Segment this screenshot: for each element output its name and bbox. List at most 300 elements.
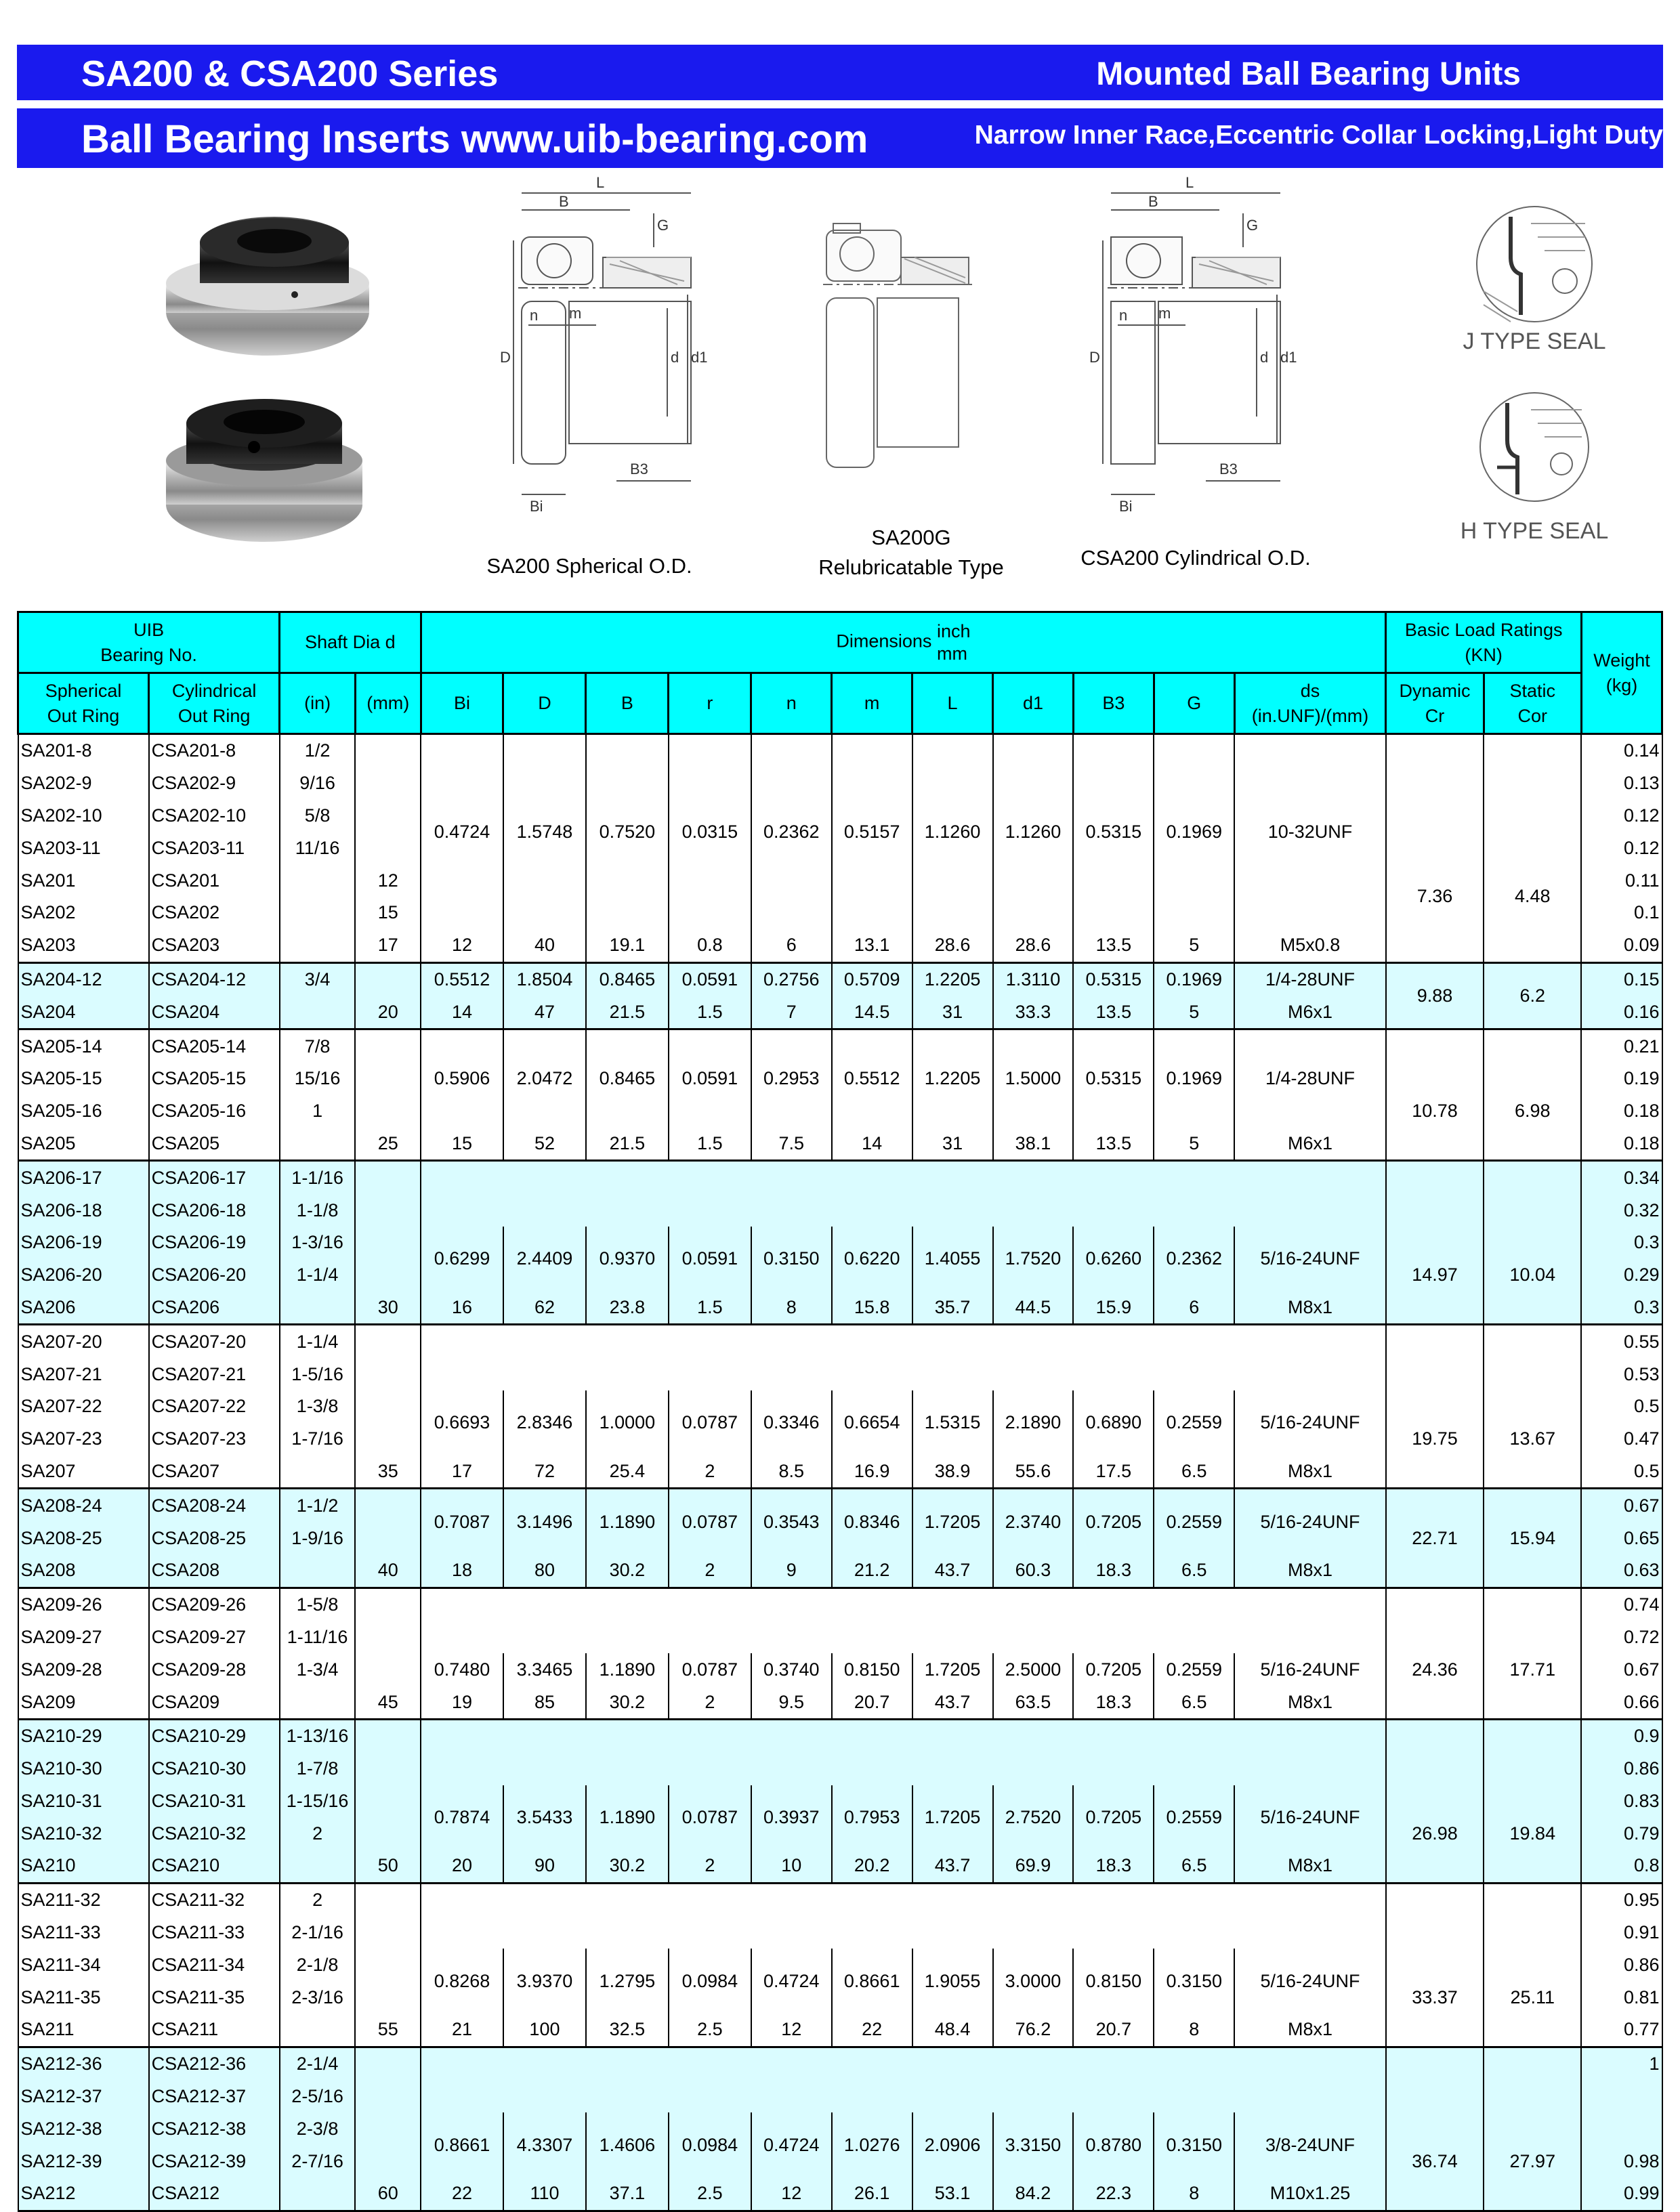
- dim-bi: 0.8661: [421, 2112, 503, 2177]
- dim-B: 1.1890: [586, 1785, 669, 1850]
- dim-ds: M8x1: [1234, 1686, 1386, 1719]
- shaft-dia-in: 2-1/16: [280, 1917, 356, 1949]
- weight-kg: 0.8: [1581, 1850, 1662, 1883]
- dim-G: 0.1969: [1154, 962, 1234, 996]
- shaft-dia-mm: 12: [355, 864, 421, 897]
- shaft-dia-in: 1-9/16: [280, 1522, 356, 1554]
- shaft-dia-mm: [355, 1981, 421, 2014]
- shaft-dia-mm: [355, 1949, 421, 1981]
- spherical-part-number: SA211: [18, 2014, 149, 2047]
- spherical-part-number: SA207-23: [18, 1423, 149, 1455]
- shaft-dia-mm: 45: [355, 1686, 421, 1719]
- dim-G: 5: [1154, 929, 1234, 962]
- shaft-dia-mm: [355, 2081, 421, 2113]
- dim-r: 2.5: [669, 2014, 751, 2047]
- dim-B3: 0.7205: [1073, 1653, 1154, 1686]
- weight-kg: 0.19: [1581, 1063, 1662, 1095]
- csa200-cylindrical-drawing: [1077, 173, 1328, 518]
- dim-ds: M10x1.25: [1234, 2177, 1386, 2211]
- dim-ds: 5/16-24UNF: [1234, 1785, 1386, 1850]
- shaft-dia-mm: [355, 832, 421, 864]
- cylindrical-part-number: CSA206: [149, 1292, 280, 1325]
- shaft-dia-mm: 30: [355, 1292, 421, 1325]
- dim-L: 28.6: [912, 929, 993, 962]
- shaft-dia-in: [280, 897, 356, 929]
- weight-kg: 0.72: [1581, 1621, 1662, 1654]
- static-load-cor: 25.11: [1484, 1949, 1581, 2047]
- B3-header: B3: [1073, 673, 1154, 734]
- cylindrical-part-number: CSA212-36: [149, 2047, 280, 2080]
- dim-m: 20.2: [832, 1850, 912, 1883]
- shaft-dia-in: [280, 1292, 356, 1325]
- table-row: [18, 962, 1662, 996]
- blank-cell: [421, 1917, 1386, 1949]
- weight-kg: 0.81: [1581, 1981, 1662, 2014]
- shaft-dia-in: 11/16: [280, 832, 356, 864]
- weight-kg: 0.09: [1581, 929, 1662, 962]
- cylindrical-part-number: CSA207-23: [149, 1423, 280, 1455]
- dim-label-n: n: [1119, 307, 1128, 324]
- spherical-part-number: SA208-24: [18, 1489, 149, 1522]
- shaft-dia-header: Shaft Dia d: [280, 612, 421, 673]
- dim-G: 6.5: [1154, 1554, 1234, 1588]
- dim-m: 14.5: [832, 996, 912, 1029]
- weight-kg: 0.21: [1581, 1029, 1662, 1063]
- bearing-group: [18, 1588, 1662, 1719]
- dim-r: 1.5: [669, 996, 751, 1029]
- dim-ds: M8x1: [1234, 1292, 1386, 1325]
- shaft-dia-mm: [355, 1588, 421, 1621]
- sa200g-caption-line1: SA200G: [871, 526, 951, 549]
- dim-B: 19.1: [586, 929, 669, 962]
- spherical-part-number: SA206: [18, 1292, 149, 1325]
- cylindrical-part-number: CSA205-16: [149, 1095, 280, 1128]
- sa200-spherical-caption: SA200 Spherical O.D.: [486, 554, 692, 578]
- dim-m: 22: [832, 2014, 912, 2047]
- dynamic-load-cr: 14.97: [1386, 1227, 1484, 1325]
- shaft-dia-in: 3/4: [280, 962, 356, 996]
- shaft-dia-mm: [355, 1390, 421, 1423]
- blank-cell: [1386, 1029, 1484, 1063]
- table-row: [18, 1917, 1662, 1949]
- blank-cell: [1386, 1883, 1484, 1916]
- dim-B3: 13.5: [1073, 929, 1154, 962]
- weight-kg: 0.34: [1581, 1161, 1662, 1194]
- dim-m: 0.6220: [832, 1227, 912, 1292]
- dim-D: 2.0472: [503, 1029, 586, 1128]
- dim-n: 6: [751, 929, 832, 962]
- dim-L: 1.2205: [912, 962, 993, 996]
- table-row: [18, 2047, 1662, 2080]
- shaft-dia-mm: [355, 800, 421, 832]
- blank-cell: [1386, 734, 1484, 767]
- dim-D: 80: [503, 1554, 586, 1588]
- shaft-dia-mm: 35: [355, 1455, 421, 1489]
- dim-d1: 38.1: [993, 1128, 1074, 1161]
- dim-label-m: m: [1158, 305, 1171, 322]
- dim-B: 23.8: [586, 1292, 669, 1325]
- blank-cell: [1386, 1917, 1484, 1949]
- shaft-dia-mm: [355, 1358, 421, 1390]
- shaft-dia-mm: [355, 2145, 421, 2177]
- dim-label-D: D: [500, 349, 511, 366]
- dim-n: 12: [751, 2014, 832, 2047]
- dim-label-L: L: [1185, 174, 1194, 191]
- dim-m: 0.5512: [832, 1029, 912, 1128]
- bearing-photo-bottom: [152, 396, 376, 552]
- shaft-dia-mm: [355, 1753, 421, 1785]
- dim-B: 25.4: [586, 1455, 669, 1489]
- shaft-dia-mm: [355, 1653, 421, 1686]
- shaft-dia-mm: 50: [355, 1850, 421, 1883]
- spherical-part-number: SA201-8: [18, 734, 149, 767]
- spherical-part-number: SA203: [18, 929, 149, 962]
- dim-d1: 63.5: [993, 1686, 1074, 1719]
- blank-cell: [1386, 2047, 1484, 2080]
- dim-n: 12: [751, 2177, 832, 2211]
- B-header: B: [586, 673, 669, 734]
- cylindrical-part-number: CSA206-17: [149, 1161, 280, 1194]
- shaft-dia-mm: [355, 1917, 421, 1949]
- spherical-part-number: SA212-37: [18, 2081, 149, 2113]
- shaft-dia-in: 1-3/4: [280, 1653, 356, 1686]
- dim-bi: 0.6299: [421, 1227, 503, 1292]
- dim-L: 48.4: [912, 2014, 993, 2047]
- weight-kg: 0.95: [1581, 1883, 1662, 1916]
- cylindrical-part-number: CSA204: [149, 996, 280, 1029]
- shaft-dia-in: [280, 2177, 356, 2211]
- shaft-dia-mm: 55: [355, 2014, 421, 2047]
- dim-r: 2: [669, 1455, 751, 1489]
- blank-cell: [1386, 767, 1484, 800]
- weight-kg: 0.55: [1581, 1325, 1662, 1358]
- dim-label-D: D: [1089, 349, 1100, 366]
- dim-d1: 76.2: [993, 2014, 1074, 2047]
- weight-kg: 0.15: [1581, 962, 1662, 996]
- category-title: Mounted Ball Bearing Units: [1096, 56, 1521, 92]
- dim-d1: 1.7520: [993, 1227, 1074, 1292]
- dim-B: 1.2795: [586, 1949, 669, 2014]
- shaft-dia-in: 2-1/8: [280, 1949, 356, 1981]
- dim-ds: M8x1: [1234, 1554, 1386, 1588]
- blank-cell: [1484, 1588, 1581, 1621]
- table-row: [18, 1390, 1662, 1423]
- cylindrical-part-number: CSA201: [149, 864, 280, 897]
- dim-L: 1.7205: [912, 1653, 993, 1686]
- dim-ds: 3/8-24UNF: [1234, 2112, 1386, 2177]
- weight-kg: 0.9: [1581, 1719, 1662, 1752]
- dim-d1: 33.3: [993, 996, 1074, 1029]
- weight-header: Weight (kg): [1581, 612, 1662, 734]
- shaft-dia-in: 1-1/2: [280, 1489, 356, 1522]
- cylindrical-part-number: CSA211: [149, 2014, 280, 2047]
- dim-bi: 0.6693: [421, 1390, 503, 1455]
- dim-r: 1.5: [669, 1128, 751, 1161]
- blank-cell: [1386, 1325, 1484, 1358]
- weight-kg: [1581, 2112, 1662, 2145]
- shaft-dia-in: [280, 2014, 356, 2047]
- dim-D: 1.8504: [503, 962, 586, 996]
- dim-m: 13.1: [832, 929, 912, 962]
- shaft-dia-mm: [355, 1029, 421, 1063]
- dim-B3: 13.5: [1073, 1128, 1154, 1161]
- dim-label-B3: B3: [630, 461, 648, 477]
- dim-D: 3.3465: [503, 1653, 586, 1686]
- shaft-dia-in: 2: [280, 1883, 356, 1916]
- static-header: Static Cor: [1484, 673, 1581, 734]
- weight-kg: 0.3: [1581, 1292, 1662, 1325]
- dim-m: 0.7953: [832, 1785, 912, 1850]
- j-type-seal-label: J TYPE SEAL: [1463, 328, 1606, 354]
- dim-L: 1.7205: [912, 1785, 993, 1850]
- cylindrical-part-number: CSA210-32: [149, 1817, 280, 1850]
- shaft-dia-in: 1/2: [280, 734, 356, 767]
- shaft-dia-in: [280, 1455, 356, 1489]
- weight-kg: 0.5: [1581, 1390, 1662, 1423]
- spherical-part-number: SA212-36: [18, 2047, 149, 2080]
- dim-B3: 0.8150: [1073, 1949, 1154, 2014]
- shaft-dia-mm: [355, 1325, 421, 1358]
- shaft-dia-in: 1-13/16: [280, 1719, 356, 1752]
- blank-cell: [1484, 767, 1581, 800]
- blank-cell: [1484, 800, 1581, 832]
- shaft-dia-in: 1: [280, 1095, 356, 1128]
- dim-bi: 0.7087: [421, 1489, 503, 1554]
- dim-D: 2.8346: [503, 1390, 586, 1455]
- cylindrical-part-number: CSA206-19: [149, 1227, 280, 1259]
- dim-m: 20.7: [832, 1686, 912, 1719]
- bearing-group: [18, 734, 1662, 963]
- shaft-dia-mm: 20: [355, 996, 421, 1029]
- spherical-part-number: SA204-12: [18, 962, 149, 996]
- spherical-part-number: SA202: [18, 897, 149, 929]
- dim-B: 37.1: [586, 2177, 669, 2211]
- spherical-part-number: SA209-27: [18, 1621, 149, 1654]
- dim-d1: 3.3150: [993, 2112, 1074, 2177]
- weight-kg: 0.53: [1581, 1358, 1662, 1390]
- shaft-dia-in: 1-15/16: [280, 1785, 356, 1818]
- dim-bi: 0.5906: [421, 1029, 503, 1128]
- dynamic-header: Dynamic Cr: [1386, 673, 1484, 734]
- dim-ds: 1/4-28UNF: [1234, 1029, 1386, 1128]
- shaft-dia-in: 9/16: [280, 767, 356, 800]
- table-row: [18, 1161, 1662, 1194]
- cylindrical-part-number: CSA210: [149, 1850, 280, 1883]
- weight-kg: 0.74: [1581, 1588, 1662, 1621]
- dim-B: 1.4606: [586, 2112, 669, 2177]
- blank-cell: [1484, 2047, 1581, 2080]
- load-ratings-header: Basic Load Ratings (KN): [1386, 612, 1582, 673]
- dim-r: 0.0787: [669, 1390, 751, 1455]
- spherical-part-number: SA212: [18, 2177, 149, 2211]
- weight-kg: [1581, 2081, 1662, 2113]
- m-header: m: [832, 673, 912, 734]
- cylindrical-part-number: CSA212-38: [149, 2112, 280, 2145]
- dim-B3: 0.8780: [1073, 2112, 1154, 2177]
- spherical-part-number: SA207: [18, 1455, 149, 1489]
- dim-B3: 18.3: [1073, 1686, 1154, 1719]
- dim-r: 0.8: [669, 929, 751, 962]
- dim-B3: 0.5315: [1073, 962, 1154, 996]
- shaft-dia-in: 7/8: [280, 1029, 356, 1063]
- dim-d1: 60.3: [993, 1554, 1074, 1588]
- shaft-dia-in: [280, 1128, 356, 1161]
- dim-r: 1.5: [669, 1292, 751, 1325]
- dim-r: 2.5: [669, 2177, 751, 2211]
- shaft-dia-in: [280, 929, 356, 962]
- dim-D: 40: [503, 929, 586, 962]
- dim-L: 1.4055: [912, 1227, 993, 1292]
- bearing-spec-table: [17, 611, 1663, 2212]
- dim-bi: 0.8268: [421, 1949, 503, 2014]
- table-row: [18, 1883, 1662, 1916]
- dim-G: 5: [1154, 996, 1234, 1029]
- dim-L: 53.1: [912, 2177, 993, 2211]
- dim-m: 0.8346: [832, 1489, 912, 1554]
- dynamic-load-cr: 33.37: [1386, 1949, 1484, 2047]
- dim-D: 85: [503, 1686, 586, 1719]
- dim-L: 38.9: [912, 1455, 993, 1489]
- shaft-dia-mm: [355, 1095, 421, 1128]
- dim-n: 7: [751, 996, 832, 1029]
- dim-L: 35.7: [912, 1292, 993, 1325]
- dim-d1: 2.5000: [993, 1653, 1074, 1686]
- weight-kg: 0.65: [1581, 1522, 1662, 1554]
- shaft-in-header: (in): [280, 673, 356, 734]
- dim-ds: M5x0.8: [1234, 929, 1386, 962]
- table-row: [18, 1029, 1662, 1063]
- dim-bi: 15: [421, 1128, 503, 1161]
- table-row: [18, 1719, 1662, 1752]
- G-header: G: [1154, 673, 1234, 734]
- shaft-dia-mm: [355, 1621, 421, 1654]
- spherical-part-number: SA203-11: [18, 832, 149, 864]
- dim-n: 9.5: [751, 1686, 832, 1719]
- bearing-group: [18, 1161, 1662, 1325]
- spherical-part-number: SA210: [18, 1850, 149, 1883]
- dim-r: 0.0591: [669, 962, 751, 996]
- table-row: [18, 1753, 1662, 1785]
- blank-cell: [421, 1883, 1386, 1916]
- shaft-dia-mm: [355, 1161, 421, 1194]
- bearing-group: [18, 2047, 1662, 2211]
- dim-B3: 20.7: [1073, 2014, 1154, 2047]
- cylindrical-part-number: CSA212-37: [149, 2081, 280, 2113]
- shaft-dia-mm: [355, 1817, 421, 1850]
- dim-d1: 55.6: [993, 1455, 1074, 1489]
- static-load-cor: 19.84: [1484, 1785, 1581, 1884]
- weight-kg: 0.67: [1581, 1653, 1662, 1686]
- dim-label-d1: d1: [691, 349, 708, 366]
- weight-kg: 0.16: [1581, 996, 1662, 1029]
- dim-ds: 5/16-24UNF: [1234, 1949, 1386, 2014]
- dim-ds: 5/16-24UNF: [1234, 1653, 1386, 1686]
- dim-D: 90: [503, 1850, 586, 1883]
- dim-n: 0.4724: [751, 1949, 832, 2014]
- dim-m: 0.8661: [832, 1949, 912, 2014]
- dim-bi: 0.4724: [421, 734, 503, 929]
- blank-cell: [1484, 1883, 1581, 1916]
- bearing-group: [18, 1719, 1662, 1883]
- dim-r: 0.0984: [669, 2112, 751, 2177]
- shaft-dia-mm: 17: [355, 929, 421, 962]
- dim-B3: 15.9: [1073, 1292, 1154, 1325]
- weight-kg: 0.66: [1581, 1686, 1662, 1719]
- weight-kg: 0.1: [1581, 897, 1662, 929]
- table-row: [18, 1588, 1662, 1621]
- dim-d1: 1.5000: [993, 1029, 1074, 1128]
- spherical-part-number: SA209-26: [18, 1588, 149, 1621]
- cylindrical-part-number: CSA211-33: [149, 1917, 280, 1949]
- dim-ds: 5/16-24UNF: [1234, 1489, 1386, 1554]
- dim-label-G: G: [657, 217, 669, 234]
- dim-n: 8.5: [751, 1455, 832, 1489]
- blank-cell: [1484, 1753, 1581, 1785]
- cylindrical-part-number: CSA208-25: [149, 1522, 280, 1554]
- shaft-dia-mm: 60: [355, 2177, 421, 2211]
- dim-d1: 2.7520: [993, 1785, 1074, 1850]
- dim-d1: 2.1890: [993, 1390, 1074, 1455]
- dim-B: 0.8465: [586, 1029, 669, 1128]
- blank-cell: [1386, 1719, 1484, 1752]
- csa200-cylindrical-caption: CSA200 Cylindrical O.D.: [1080, 546, 1311, 570]
- blank-cell: [421, 1194, 1386, 1227]
- dim-n: 0.4724: [751, 2112, 832, 2177]
- cylindrical-part-number: CSA210-31: [149, 1785, 280, 1818]
- dim-m: 14: [832, 1128, 912, 1161]
- dim-r: 0.0591: [669, 1029, 751, 1128]
- dim-bi: 18: [421, 1554, 503, 1588]
- dim-r: 0.0787: [669, 1489, 751, 1554]
- static-load-cor: 27.97: [1484, 2112, 1581, 2211]
- weight-kg: 1: [1581, 2047, 1662, 2080]
- table-row: [18, 1194, 1662, 1227]
- cylindrical-part-number: CSA201-8: [149, 734, 280, 767]
- dim-B3: 0.7205: [1073, 1785, 1154, 1850]
- spherical-part-number: SA202-9: [18, 767, 149, 800]
- dim-D: 72: [503, 1455, 586, 1489]
- cylindrical-part-number: CSA210-29: [149, 1719, 280, 1752]
- h-type-seal-drawing: [1456, 386, 1612, 522]
- dimensions-header: Dimensions inch mm: [421, 612, 1386, 673]
- shaft-dia-in: 2-5/16: [280, 2081, 356, 2113]
- cylindrical-part-number: CSA207: [149, 1455, 280, 1489]
- cylindrical-part-number: CSA207-22: [149, 1390, 280, 1423]
- cylindrical-part-number: CSA205: [149, 1128, 280, 1161]
- spherical-part-number: SA205: [18, 1128, 149, 1161]
- shaft-dia-in: 1-1/8: [280, 1194, 356, 1227]
- dim-G: 0.2362: [1154, 1227, 1234, 1292]
- shaft-mm-header: (mm): [355, 673, 421, 734]
- blank-cell: [1386, 1753, 1484, 1785]
- dim-B3: 22.3: [1073, 2177, 1154, 2211]
- dim-G: 6.5: [1154, 1455, 1234, 1489]
- dim-L: 31: [912, 996, 993, 1029]
- spherical-part-number: SA210-29: [18, 1719, 149, 1752]
- blank-cell: [421, 1325, 1386, 1358]
- dim-label-d1: d1: [1280, 349, 1297, 366]
- dim-G: 0.2559: [1154, 1785, 1234, 1850]
- dim-label-d: d: [1260, 349, 1269, 366]
- bi-header: Bi: [421, 673, 503, 734]
- dim-G: 0.1969: [1154, 1029, 1234, 1128]
- spherical-part-number: SA212-39: [18, 2145, 149, 2177]
- dim-D: 1.5748: [503, 734, 586, 929]
- dim-r: 0.0591: [669, 1227, 751, 1292]
- dim-r: 0.0787: [669, 1785, 751, 1850]
- dim-m: 0.8150: [832, 1653, 912, 1686]
- weight-kg: 0.79: [1581, 1817, 1662, 1850]
